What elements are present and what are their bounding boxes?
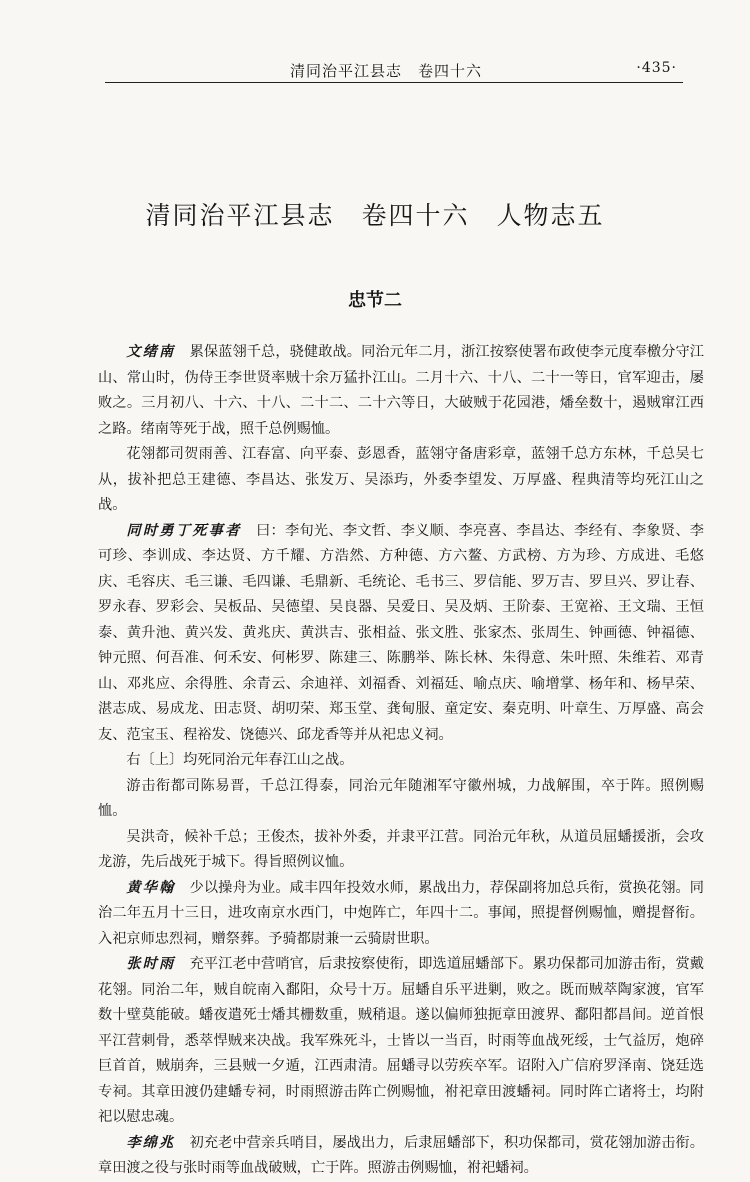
paragraph-text: 曰：李旬光、李文哲、李义顺、李亮喜、李昌达、李经有、李象贤、李可珍、李训成、李达贤、方千耀、方浩然、方种德、方六鳌、方武榜、方为珍、方成进、毛悠庆、毛容庆、毛三谦、毛四谦、毛鼎新、毛统论、毛书三、罗信能、罗万吉、罗旦兴、罗让春、罗永春、罗彩会、吴板品、吴德望、吴良器、吴爱日、吴及炳、王阶泰、王宽裕、王文瑞、王恒泰、黄升池、黄兴发、黄兆庆、黄洪吉、张相益、张文胜、张家杰、张周生、钟画德、钟福德、钟元照、何吾准、何禾安、何彬罗、陈建三、陈鹏举、陈长林、朱得意、朱叶照、朱维若、邓青山、邓兆应、余得胜、余青云、余迪祥、刘福香、刘福廷、喻点庆、喻增掌、杨年和、杨早荣、湛志成、易成龙、田志贤、胡叨荣、郑玉堂、龚甸服、童定安、秦克明、叶章生、万厚盛、高会友、范宝玉、程裕发、饶德兴、邱龙香等并从祀忠义祠。 [98, 522, 704, 743]
body-text [98, 340, 704, 1182]
running-title: 清同治平江县志 卷四十六 [290, 62, 483, 80]
person-name: 张时雨 [126, 956, 176, 972]
chapter-title: 清同治平江县志 卷四十六 人物志五 [145, 201, 605, 230]
paragraph-officers-list [98, 442, 704, 519]
paragraph-li-mianzhao [98, 1131, 704, 1182]
paragraph-zhang-shiyu [98, 952, 704, 1131]
person-name: 黄华翰 [126, 879, 176, 896]
paragraph-text: 游击衔都司陈易晋，千总江得泰，同治元年随湘军守徽州城，力战解围，卒于阵。照例赐恤。 [98, 777, 704, 819]
section-title: 忠节二 [348, 290, 402, 311]
person-name: 李绵兆 [126, 1134, 176, 1151]
paragraph-wen-xunan [98, 340, 704, 442]
paragraph-text: 吴洪奇，候补千总；王俊杰，拔补外委，并隶平江营。同治元年秋，从道员屈蟠援浙，会攻龙游，先后战死于城下。得旨照例议恤。 [98, 828, 704, 870]
paragraph-text: 初充老中营亲兵哨目，屡战出力，后隶屈蟠部下，积功保都司，赏花翎加游击衔。章田渡之役与张时雨等血战破贼，亡于阵。照游击例赐恤，祔祀蟠祠。 [98, 1134, 704, 1176]
paragraph-summary-note [98, 748, 704, 774]
page-number: ·435· [636, 60, 677, 76]
person-name: 同时勇丁死事者 [126, 522, 242, 539]
paragraph-text: 花翎都司贺雨善、江春富、向平泰、彭恩香，蓝翎守备唐彩章，蓝翎千总方东林，千总吴七从，拔补把总王建德、李昌达、张发万、吴添玙，外委李望发、万厚盛、程典清等均死江山之战。 [98, 446, 704, 513]
paragraph-wu-hongqi [98, 825, 704, 876]
paragraph-huang-huahan [98, 876, 704, 953]
paragraph-chen-yijin [98, 774, 704, 825]
paragraph-soldiers-list [98, 519, 704, 749]
running-header [105, 60, 683, 83]
paragraph-text: 充平江老中营哨官，后隶按察使衔，即选道屈蟠部下。累功保都司加游击衔，赏戴花翎。同治二年，贼自皖南入鄱阳，众号十万。屈蟠自乐平进剿，败之。既而贼萃陶家渡，官军数十壁莫能破。蟠夜遣死士燔其栅数重，贼稍退。遂以偏师独扼章田渡界、鄱阳都昌间。逆首恨平江营刺骨，悉萃悍贼来决战。我军殊死斗，士皆以一当百，时雨等血战死绥，士气益厉，炮碎巨首首，贼崩奔，三县贼一夕遁，江西肃清。屈蟠寻以劳疾卒军。诏附入广信府罗泽南、饶廷选专祠。其章田渡仍建蟠专祠，时雨照游击阵亡例赐恤，祔祀章田渡蟠祠。同时阵亡诸将士，均附祀以慰忠魂。 [98, 956, 704, 1125]
paragraph-text: 累保蓝翎千总，骁健敢战。同治元年二月，浙江按察使署布政使李元度奉檄分守江山、常山时，伪侍王李世贤率贼十余万猛扑江山。二月十六、十八、二十一等日，官军迎击，屡败之。三月初八、十六、十八、二十二、二十六等日，大破贼于花园港，燔垒数十，遏贼窜江西之路。绪南等死于战，照千总例赐恤。 [98, 344, 704, 437]
person-name: 文绪南 [126, 344, 176, 360]
paragraph-text: 少以操舟为业。咸丰四年投效水师，累战出力，荐保副将加总兵衔，赏换花翎。同治二年五月十三日，进攻南京水西门，中炮阵亡，年四十二。事闻，照提督例赐恤，赠提督衔。入祀京师忠烈祠，赠祭葬。予骑都尉兼一云骑尉世职。 [98, 879, 704, 947]
paragraph-text: 右〔上〕均死同治元年春江山之战。 [126, 752, 354, 768]
